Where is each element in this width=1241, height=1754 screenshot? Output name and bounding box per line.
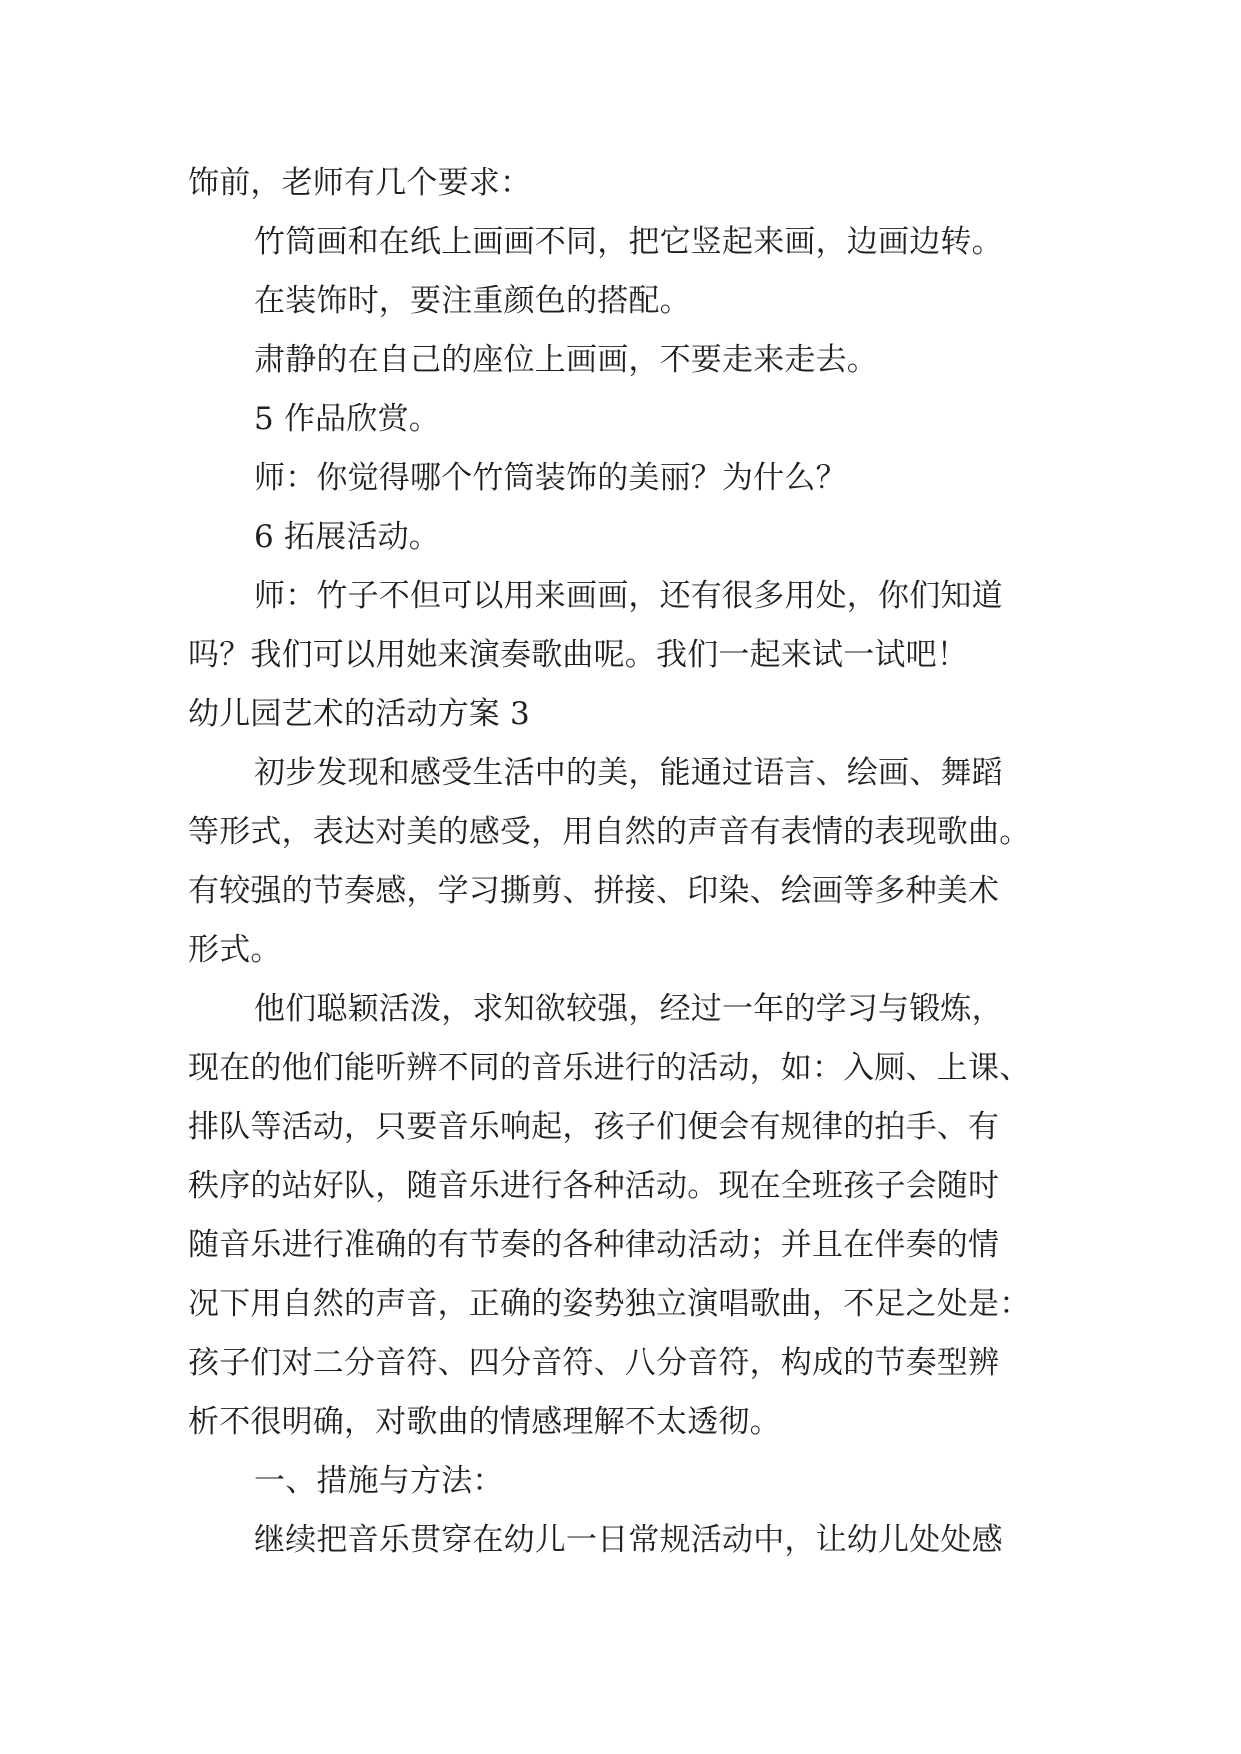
text-line: 有较强的节奏感，学习撕剪、拼接、印染、绘画等多种美术 [188,873,1000,909]
text-line: 初步发现和感受生活中的美，能通过语言、绘画、舞蹈 [254,755,1003,791]
text-line: 析不很明确，对歌曲的情感理解不太透彻。 [188,1404,781,1440]
text-line: 现在的他们能听辨不同的音乐进行的活动，如：入厕、上课、 [188,1050,1031,1086]
text-line: 吗？我们可以用她来演奏歌曲呢。我们一起来试一试吧！ [188,637,968,673]
text-line: 继续把音乐贯穿在幼儿一日常规活动中，让幼儿处处感 [254,1522,1003,1558]
text-line: 随音乐进行准确的有节奏的各种律动活动；并且在伴奏的情 [188,1227,1000,1263]
text-line: 在装饰时，要注重颜色的搭配。 [254,283,691,319]
text-line: 饰前，老师有几个要求： [188,165,532,201]
text-line: 形式。 [188,932,282,968]
text-line: 等形式，表达对美的感受，用自然的声音有表情的表现歌曲。 [188,814,1031,850]
text-line: 6 拓展活动。 [254,519,440,555]
text-line: 师：你觉得哪个竹筒装饰的美丽？为什么？ [254,460,847,496]
text-line: 肃静的在自己的座位上画画，不要走来走去。 [254,342,878,378]
text-line: 师：竹子不但可以用来画画，还有很多用处，你们知道 [254,578,1003,614]
text-line: 排队等活动，只要音乐响起，孩子们便会有规律的拍手、有 [188,1109,1000,1145]
text-line: 孩子们对二分音符、四分音符、八分音符，构成的节奏型辨 [188,1345,1000,1381]
text-line: 他们聪颖活泼，求知欲较强，经过一年的学习与锻炼， [254,991,1003,1027]
text-line: 秩序的站好队，随音乐进行各种活动。现在全班孩子会随时 [188,1168,1000,1204]
section-heading: 幼儿园艺术的活动方案 3 [188,696,530,732]
text-line: 竹筒画和在纸上画画不同，把它竖起来画，边画边转。 [254,224,1003,260]
text-line: 况下用自然的声音，正确的姿势独立演唱歌曲，不足之处是： [188,1286,1031,1322]
text-line: 一、措施与方法： [254,1463,504,1499]
text-line: 5 作品欣赏。 [254,401,440,437]
